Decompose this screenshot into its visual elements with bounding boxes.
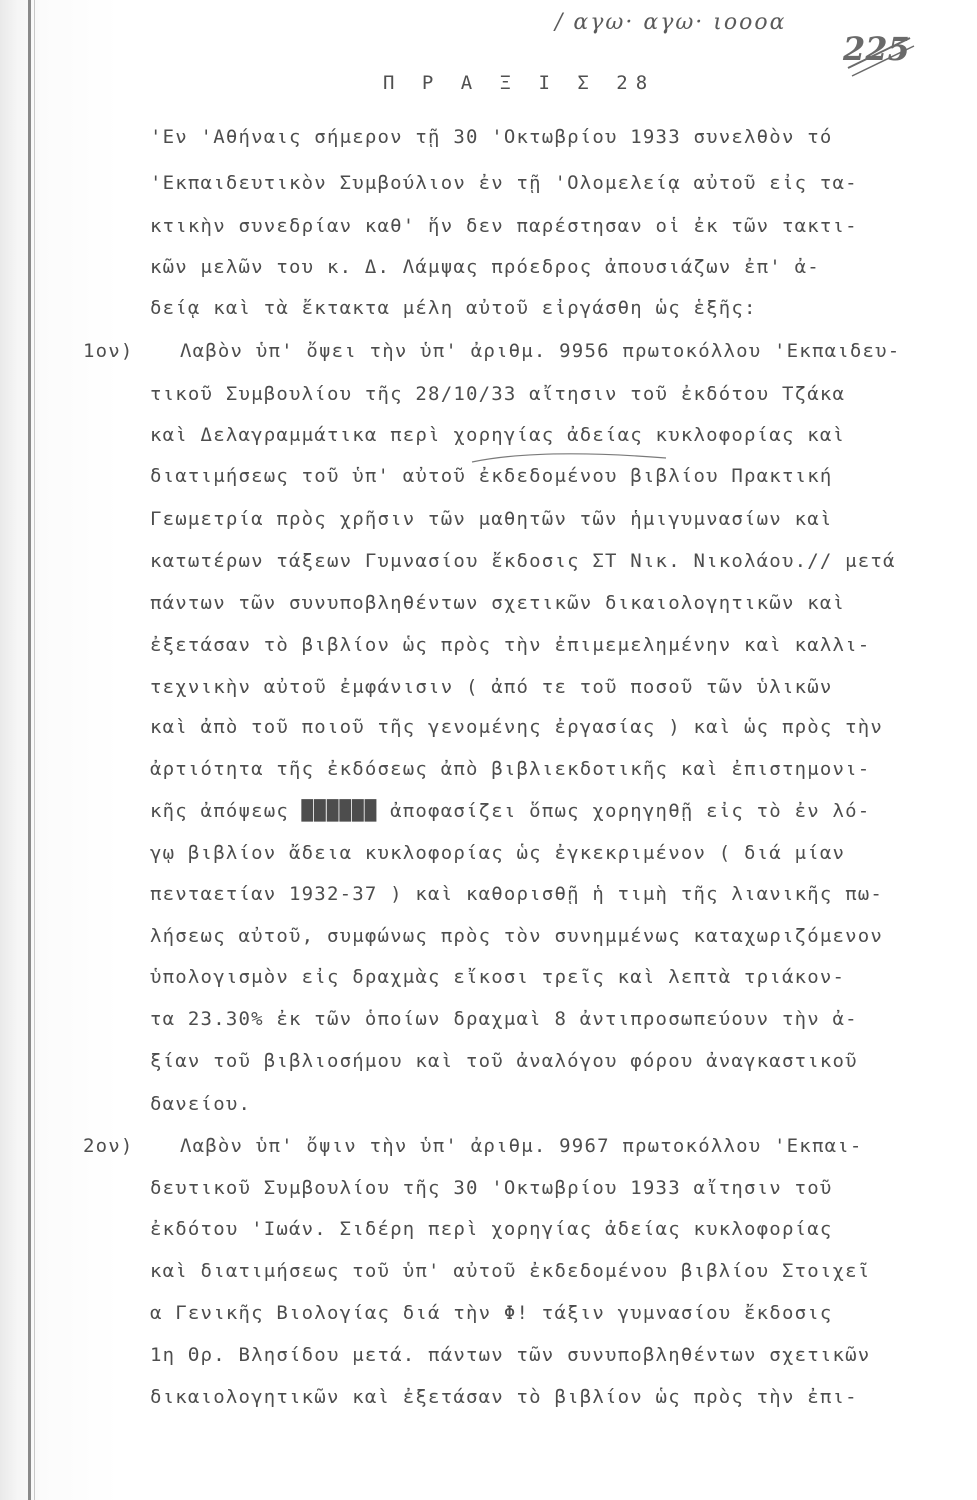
- page-binding-edge: [28, 0, 31, 1500]
- page-number-strike-mark: [838, 28, 918, 88]
- text-line: δικαιολογητικῶν καὶ ἐξετάσαν τὸ βιβλίον ὡς πρὸς τὴν ἐπι-: [150, 1386, 858, 1408]
- text-line: καὶ Δελαγραμμάτικα περὶ χορηγίας ἀδείας κυκλοφορίας καὶ: [150, 424, 846, 446]
- handwritten-page-number: 225: [843, 30, 910, 68]
- text-line: γῳ βιβλίον ἄδεια κυκλοφορίας ὡς ἐγκεκριμένον ( διά μίαν: [150, 842, 846, 864]
- text-line: διατιμήσεως τοῦ ὑπ' αὐτοῦ ἐκδεδομένου βιβλίου Πρακτική: [150, 465, 833, 487]
- text-line: καὶ διατιμήσεως τοῦ ὑπ' αὐτοῦ ἐκδεδομένου βιβλίου Στοιχεῖ: [150, 1260, 871, 1282]
- text-line: ἐξετάσαν τὸ βιβλίον ὡς πρὸς τὴν ἐπιμεμελημένην καὶ καλλι-: [150, 634, 871, 656]
- text-line: καὶ ἀπὸ τοῦ ποιοῦ τῆς γενομένης ἐργασίας ) καὶ ὡς πρὸς τὴν: [150, 716, 884, 738]
- text-line: 'Εν 'Αθήναις σήμερον τῇ 30 'Οκτωβρίου 1933 συνελθὸν τό: [150, 126, 833, 148]
- text-line: Λαβὸν ὑπ' ὄψει τὴν ὑπ' ἀριθμ. 9956 πρωτοκόλλου 'Εκπαιδευ-: [180, 340, 901, 362]
- item-number-1: 1ον): [83, 340, 134, 362]
- text-line: ὑπολογισμὸν εἰς δραχμὰς εἴκοσι τρεῖς καὶ λεπτὰ τριάκον-: [150, 966, 846, 988]
- text-line: λήσεως αὐτοῦ, συμφώνως πρὸς τὸν συνημμένως καταχωριζόμενον: [150, 925, 884, 947]
- text-line: α Γενικῆς Βιολογίας διά τὴν Φ! τάξιν γυμνασίου ἔκδοσις: [150, 1302, 833, 1324]
- text-line: πάντων τῶν συνυποβληθέντων σχετικῶν δικαιολογητικῶν καὶ: [150, 592, 846, 614]
- text-line: τικοῦ Συμβουλίου τῆς 28/10/33 αἴτησιν τοῦ ἐκδότου Τζάκα: [150, 383, 846, 405]
- text-line: 1η Θρ. Βλησίδου μετά. πάντων τῶν συνυποβληθέντων σχετικῶν: [150, 1344, 871, 1366]
- text-line: πενταετίαν 1932-37 ) καὶ καθορισθῇ ἡ τιμὴ τῆς λιανικῆς πω-: [150, 883, 884, 905]
- handwritten-top-note: / αγω· αγω· ιοοοα: [555, 10, 787, 35]
- text-line: ἐκδότου 'Ιωάν. Σιδέρη περὶ χορηγίας ἀδείας κυκλοφορίας: [150, 1218, 833, 1240]
- text-line: ἀρτιότητα τῆς ἐκδόσεως ἀπὸ βιβλιεκδοτικῆς καὶ ἐπιστημονι-: [150, 758, 871, 780]
- text-line: κατωτέρων τάξεων Γυμνασίου ἔκδοσις ΣΤ Νικ. Νικολάου.// μετά: [150, 550, 896, 572]
- text-line: Γεωμετρία πρὸς χρῆσιν τῶν μαθητῶν τῶν ἡμιγυμνασίων καὶ: [150, 508, 833, 530]
- text-line: τεχνικὴν αὐτοῦ ἐμφάνισιν ( ἀπό τε τοῦ ποσοῦ τῶν ὑλικῶν: [150, 676, 833, 698]
- document-heading: Π Ρ Α Ξ Ι Σ 28: [383, 72, 656, 94]
- text-line: κῆς ἀπόψεως ██████ ἀποφασίζει ὅπως χορηγηθῇ εἰς τὸ ἐν λό-: [150, 800, 871, 822]
- text-line: ξίαν τοῦ βιβλιοσήμου καὶ τοῦ ἀναλόγου φόρου ἀναγκαστικοῦ: [150, 1050, 858, 1072]
- text-line: κῶν μελῶν του κ. Δ. Λάμψας πρόεδρος ἀπουσιάζων ἐπ' ἀ-: [150, 256, 820, 278]
- item-number-2: 2ον): [83, 1135, 134, 1157]
- text-line: 'Εκπαιδευτικὸν Συμβούλιον ἐν τῇ 'Ολομελείᾳ αὐτοῦ εἰς τα-: [150, 172, 858, 194]
- text-line: δείᾳ καὶ τὰ ἔκτακτα μέλη αὐτοῦ εἰργάσθη ὡς ἑξῆς:: [150, 297, 757, 319]
- pencil-underline-mark: [470, 448, 670, 468]
- text-line: τα 23.30% ἐκ τῶν ὁποίων δραχμαὶ 8 ἀντιπροσωπεύουν τὴν ἀ-: [150, 1008, 858, 1030]
- text-line: δευτικοῦ Συμβουλίου τῆς 30 'Οκτωβρίου 1933 αἴτησιν τοῦ: [150, 1177, 833, 1199]
- page-binding-shadow: [34, 0, 35, 1500]
- text-line: κτικὴν συνεδρίαν καθ' ἥν δεν παρέστησαν οἱ ἐκ τῶν τακτι-: [150, 215, 858, 237]
- text-line: Λαβὸν ὑπ' ὄψιν τὴν ὑπ' ἀριθμ. 9967 πρωτοκόλλου 'Εκπαι-: [180, 1135, 863, 1157]
- text-line: δανείου.: [150, 1093, 252, 1115]
